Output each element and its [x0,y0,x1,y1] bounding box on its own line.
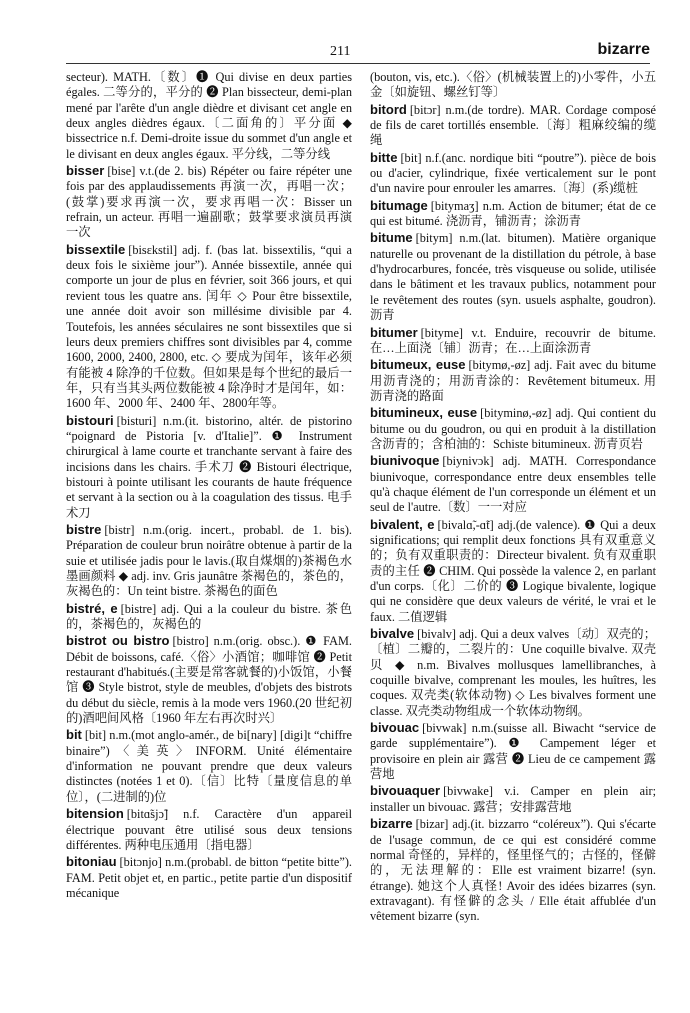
page-number: 211 [330,44,351,59]
dictionary-entry [370,150,656,197]
dictionary-entry [66,522,352,600]
entry-headword: bitumer [370,324,418,340]
dictionary-entry [66,163,352,241]
entry-definition: [bivalɑ̃,-ɑ̃t] adj.(de valence). ❶ Qui a deux significations; qui remplit deux fonctions 具有双重意义的；负有双重职责的：Directeur bivalent. 负有双重职责的主任 ❷ CHIM. Qui possède la valence 2, en parlant d'un corps.〔化〕二价的 ❸ Logique bivalente, logique qui ne considère que deux valeurs de vérité, le vrai et le faux. 二值逻辑 [370,517,656,624]
entry-headword: bitume [370,230,413,246]
entry-definition: [bit] n.m.(mot anglo-amér., de bi[nary] [digi]t “chiffre binaire”)〈美英〉INFORM. Unité élémentaire d'information ne pouvant prendre que deux valeurs distinctes (notées 1 et 0).〔信〕比特〔量度信息的单位〕，(二进制的)位 [66,728,352,804]
entry-definition: [bistr] n.m.(orig. incert., probabl. de 1. bis). Préparation de couleur brun noirâtre obtenue à partir de la suie et utilisée jadis pour le lavis.(取自煤烟的)茶褐色水墨画颜料 ◆ adj. inv. Gris jaunâtre 茶褐色的，茶色的，灰褐色的：Un teint bistre. 茶褐色的面色 [66,522,352,599]
dictionary-entry [66,727,352,805]
entry-definition: [bityminø,-øz] adj. Qui contient du bitume ou du goudron, ou qui en produit à la distillation 含沥青的；含柏油的：Schiste bitumineux. 沥青页岩 [370,406,656,451]
dictionary-entry [370,230,656,323]
entry-definition: [bivwake] v.i. Camper en plein air; installer un bivouac. 露营；安排露营地 [370,784,656,814]
dictionary-entry [370,198,656,230]
entry-headword: bitumage [370,197,428,213]
entry-definition: [bistro] n.m.(orig. obsc.). ❶ FAM. Débit de boissons, café.〈俗〉小酒馆；咖啡馆 ❷ Petit restaurant d'habitués.(主要是常客就餐的)小饭馆，小餐馆 ❸ Style bistrot, style de meubles, d'objets des bistrots du début du siècle, remis à la mode vers 1960.(20 世纪初的)酒吧间风格〔1960 年左右再次时兴〕 [66,634,352,726]
entry-headword: bit [66,727,82,743]
entry-definition: [bitymø,-øz] adj. Fait avec du bitume 用沥青浇的；用沥青涂的：Revêtement bitumeux. 用沥青浇的路面 [370,358,656,403]
entry-headword: bizarre [370,816,413,832]
entry-definition: [biynivɔk] adj. MATH. Correspondance biunivoque, correspondance entre deux ensembles telle qu'à chaque élément de l'un corresponde un élément et un seul de l'autre.〔数〕一一对应 [370,454,656,515]
entry-headword: bivalve [370,626,415,642]
right-column [370,70,656,1005]
entry-headword: bitord [370,101,407,117]
left-column [66,70,352,1005]
dictionary-entry [370,405,656,452]
entry-definition: [bivalv] adj. Qui a deux valves〔动〕双壳的；〔植〕二瓣的，二裂片的：Une coquille bivalve. 双壳贝 ◆ n.m. Bivalves mollusques lamellibranches, à coquille bivalve, comprenant les moules, les huîtres, les coques. 双壳类(软体动物) ◇ Les bivalves forment une classe. 双壳类动物组成一个软体动物纲。 [370,627,656,718]
entry-headword: bivalent, e [370,516,435,532]
entry-headword: bisser [66,163,105,179]
dictionary-entry [66,601,352,633]
entry-continuation [370,70,656,101]
entry-headword: bitumineux, euse [370,405,478,421]
dictionary-entry [370,816,656,924]
dictionary-entry [370,453,656,515]
dictionary-entry [370,626,656,719]
entry-definition: [bitɔnjo] n.m.(probabl. de bitton “petite bitte”). FAM. Petit objet et, en partic., petite partie d'un dispositif mécanique [66,855,352,900]
entry-headword: bitoniau [66,854,117,870]
page-header [0,0,690,62]
entry-definition: [bise] v.t.(de 2. bis) Répéter ou faire répéter une fois par des applaudissements 再演一次，再唱一次；(鼓掌)要求再演一次，要求再唱一次：Bisser un refrain, un acteur. 再唱一遍副歌；鼓掌要求演员再演一次 [66,164,352,240]
dictionary-entry [66,806,352,853]
entry-definition: [bivwak] n.m.(suisse all. Biwacht “service de garde supplémentaire”). ❶ Campement léger et provisoire en plein air 露营 ❷ Lieu de ce campement 露营地 [370,721,656,782]
entry-continuation [66,70,352,162]
dictionary-entry [370,517,656,625]
dictionary-entry [66,242,352,412]
dictionary-entry [370,783,656,815]
dictionary-entry [66,633,352,726]
entry-definition: [bistre] adj. Qui a la couleur du bistre. 茶色的，茶褐色的，灰褐色的 [66,601,352,632]
entry-definition: [bisɛkstil] adj. f. (bas lat. bissextilis, “qui a deux fois le sixième jour”). Année bissextile, année qui comporte un jour de plus en février, soit 366 jours, et qui revient tous les quatre ans. 闰年 ◇ Pour être bissextile, une année doit avoir son millésime divisible par 4. Toutefois, les années séculaires ne sont bissextiles que si leurs deux premiers chiffres sont divisibles par 4, comme 1600, 2000, 2400, 2800, etc. ◇ 要成为闰年，该年必须有能被 4 除净的千位数。但如果是每个世纪的最后一年，只有当其头两位数能被 4 除净时才是闰年，如：1600 年、2000 年、2400 年、2800年等。 [66,242,352,411]
entry-headword: bistouri [66,412,114,428]
dictionary-entry [370,325,656,357]
entry-headword: bivouac [370,720,420,736]
entry-definition: [bitym] n.m.(lat. bitumen). Matière organique naturelle ou provenant de la distillation du pétrole, à base d'hydrocarbures, foncée, très visqueuse ou solide, utilisée dans le bâtiment et les travaux publics, notamment pour le revêtement des routes (syn. usuels asphalte, goudron). 沥青 [370,231,656,323]
guide-word: bizarre [597,41,650,58]
dictionary-entry [370,102,656,149]
dictionary-entry [66,854,352,901]
header-rule [66,63,650,64]
dictionary-entry [370,720,656,782]
entry-headword: bitte [370,149,398,165]
dictionary-entry [370,357,656,404]
entry-definition: [bityme] v.t. Enduire, recouvrir de bitume. 在…上面浇〔铺〕沥青；在…上面涂沥青 [370,325,656,355]
entry-headword: biunivoque [370,453,440,469]
entry-headword: bistre [66,521,102,537]
entry-definition: (bouton, vis, etc.).〈俗〉(机械装置上的)小零件，小五金〔如旋钮、螺丝钉等〕 [370,70,656,100]
entry-definition: [bitɔr] n.m.(de tordre). MAR. Cordage composé de fils de caret tortillés ensemble.〔海〕粗麻绞编的缆绳 [370,102,656,148]
entry-definition: [bizar] adj.(it. bizzarro “coléreux”). Qui s'écarte de l'usage commun, de ce qui est considéré comme normal 奇怪的，异样的，怪里怪气的；古怪的，怪僻的，无法理解的：Elle est vraiment bizarre! (syn. étrange). 她这个人真怪! Avoir des idées bizarres (syn. extravagant). 有怪僻的念头 / Elle était affublée d'un vêtement bizarre (syn. [370,817,656,924]
entry-headword: bistré, e [66,600,118,616]
entry-definition: [bit] n.f.(anc. nordique biti “poutre”). pièce de bois ou d'acier, cylindrique, fixée verticalement sur le pont d'un navire pour enrouler les amarres.〔海〕(系)缆桩 [370,150,656,196]
entry-headword: bitumeux, euse [370,357,466,373]
entry-definition: [bisturi] n.m.(it. bistorino, altér. de pistorino “poignard de Pistoria [v. d'Italie]”. ❶ Instrument chirurgical à lame courte et tranchante servant à faire des incisions dans les chairs. 手术刀 ❷ Bistouri électrique, bistouri à pointe utilisant les courants de haute fréquence et servant à la section ou à la coagulation des tissus. 电手术刀 [66,413,352,520]
entry-definition: secteur). MATH.〔数〕❶ Qui divise en deux parties égales. 二等分的，平分的 ❷ Plan bissecteur, demi-plan mené par l'arête d'un angle dièdre et divisant cet angle en deux angles dièdres égaux.〔二面角的〕平分面 ◆ bissectrice n.f. Demi-droite issue du sommet d'un angle et le divisant en deux angles égaux. 平分线，二等分线 [66,70,352,161]
entry-headword: bistrot ou bistro [66,633,170,649]
entry-headword: bissextile [66,241,126,257]
entry-definition: [bitymaʒ] n.m. Action de bitumer; état de ce qui est bitumé. 浇沥青，铺沥青；涂沥青 [370,198,656,229]
entry-definition: [bitɑ̃sjɔ̃] n.f. Caractère d'un appareil électrique pouvant être utilisé sous deux tensions différentes. 两种电压通用〔指电器〕 [66,807,352,852]
dictionary-entry [66,413,352,521]
entry-headword: bitension [66,806,124,822]
entry-headword: bivouaquer [370,783,441,799]
